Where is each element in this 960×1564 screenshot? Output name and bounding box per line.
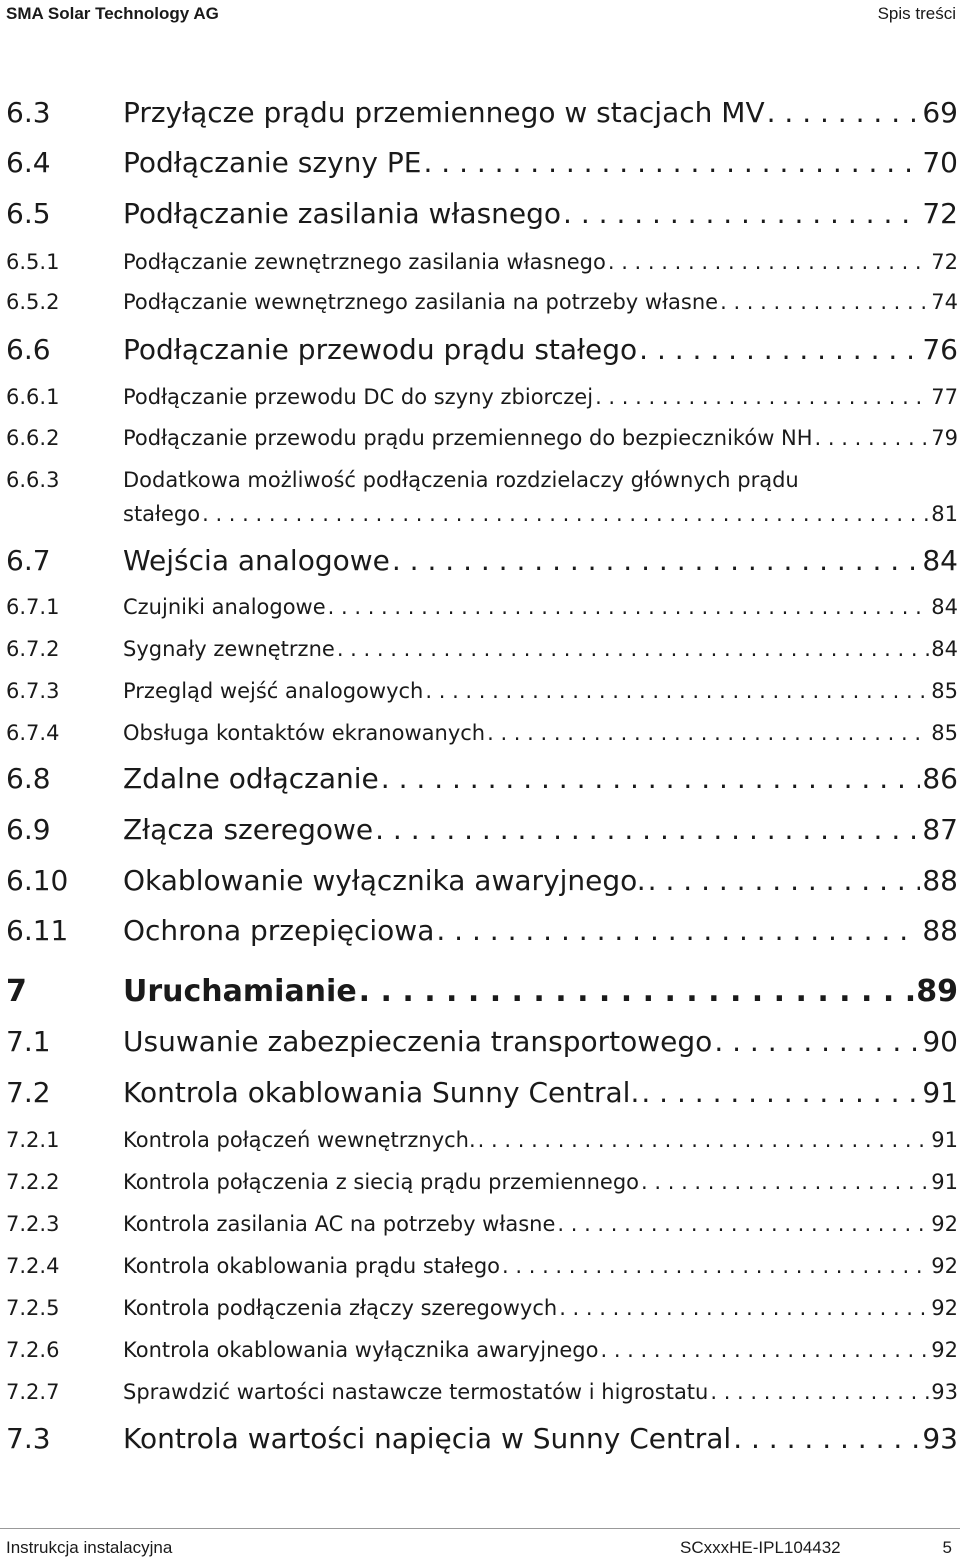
toc-page: 89 (916, 974, 958, 1009)
toc-title: Podłączanie szyny PE (123, 146, 422, 179)
toc-title: Czujniki analogowe (123, 595, 326, 619)
toc-number: 6.9 (6, 813, 51, 846)
toc-number: 6.6.1 (6, 385, 60, 409)
toc-number: 6.5.2 (6, 290, 60, 314)
toc-title: Obsługa kontaktów ekranowanych (123, 721, 486, 745)
toc-number: 7 (6, 974, 27, 1009)
leader-dots (639, 333, 920, 366)
toc-number: 7.1 (6, 1025, 51, 1058)
toc-page: 84 (931, 637, 958, 661)
toc-number: 6.7.3 (6, 679, 60, 703)
toc-number: 7.2.1 (6, 1128, 60, 1152)
section-name: Spis treści (877, 4, 956, 23)
toc-title: Wejścia analogowe (123, 544, 390, 577)
toc-number: 6.10 (6, 864, 69, 897)
toc-number: 7.2.5 (6, 1296, 60, 1320)
document-code: SCxxxHE-IPL104432 (680, 1538, 841, 1557)
leader-dots (559, 1296, 929, 1320)
toc-title: Podłączanie zewnętrznego zasilania własnego (123, 250, 606, 274)
toc-title: Podłączanie przewodu prądu stałego (123, 333, 638, 366)
toc-number: 7.2.2 (6, 1170, 60, 1194)
toc-title: Kontrola wartości napięcia w Sunny Central (123, 1422, 732, 1455)
toc-page: 84 (931, 595, 958, 619)
toc-number: 7.2.6 (6, 1338, 60, 1362)
leader-dots (815, 426, 930, 450)
toc-page: 93 (922, 1422, 958, 1455)
toc-number: 6.7.4 (6, 721, 60, 745)
toc-title-continuation: stałego (123, 502, 201, 526)
leader-dots (557, 1212, 929, 1236)
toc-number: 6.7.1 (6, 595, 60, 619)
toc-title: Przyłącze prądu przemiennego w stacjach MV (123, 96, 765, 129)
toc-number: 6.3 (6, 96, 51, 129)
toc-page: 70 (922, 146, 958, 179)
document-type: Instrukcja instalacyjna (6, 1538, 173, 1557)
toc-number: 7.3 (6, 1422, 51, 1455)
leader-dots (202, 502, 929, 526)
leader-dots (436, 914, 920, 947)
toc-title: Dodatkowa możliwość podłączenia rozdzielaczy głównych prądu (123, 468, 799, 492)
toc-number: 7.2.4 (6, 1254, 60, 1278)
toc-number: 6.6.3 (6, 468, 60, 492)
toc-title: Zdalne odłączanie (123, 762, 379, 795)
toc-title: Kontrola podłączenia złączy szeregowych (123, 1296, 558, 1320)
leader-dots (648, 864, 921, 897)
toc-title: Ochrona przepięciowa (123, 914, 435, 947)
toc-page: 91 (931, 1170, 958, 1194)
toc-number: 6.11 (6, 914, 69, 947)
toc-number: 6.5 (6, 197, 51, 230)
toc-title: Podłączanie przewodu prądu przemiennego do bezpieczników NH (123, 426, 813, 450)
page-number: 5 (942, 1538, 952, 1557)
toc-page: 92 (931, 1254, 958, 1278)
toc-title: Kontrola zasilania AC na potrzeby własne (123, 1212, 556, 1236)
leader-dots (502, 1254, 929, 1278)
leader-dots (425, 679, 929, 703)
company-name: SMA Solar Technology AG (6, 4, 219, 23)
toc-title: Usuwanie zabezpieczenia transportowego (123, 1025, 713, 1058)
leader-dots (392, 544, 920, 577)
page-footer (0, 1528, 960, 1564)
toc-number: 7.2.7 (6, 1380, 60, 1404)
leader-dots (359, 974, 915, 1009)
toc-title: Sprawdzić wartości nastawcze termostatów i higrostatu (123, 1380, 709, 1404)
leader-dots (595, 385, 929, 409)
toc-page: 85 (931, 679, 958, 703)
leader-dots (381, 762, 921, 795)
leader-dots (478, 1128, 930, 1152)
toc-page: 85 (931, 721, 958, 745)
leader-dots (375, 813, 920, 846)
leader-dots (337, 637, 929, 661)
toc-title: Podłączanie przewodu DC do szyny zbiorczej (123, 385, 594, 409)
toc-page: 76 (922, 333, 958, 366)
toc-number: 6.7 (6, 544, 51, 577)
toc-title: Kontrola okablowania wyłącznika awaryjnego (123, 1338, 599, 1362)
toc-title: Kontrola okablowania prądu stałego (123, 1254, 501, 1278)
toc-page: 91 (931, 1128, 958, 1152)
toc-title: Kontrola okablowania Sunny Central. (123, 1076, 640, 1109)
toc-title: Kontrola połączeń wewnętrznych. (123, 1128, 476, 1152)
toc-page: 92 (931, 1212, 958, 1236)
toc-title: Podłączanie wewnętrznego zasilania na potrzeby własne (123, 290, 719, 314)
toc-page: 91 (922, 1076, 958, 1109)
leader-dots (600, 1338, 929, 1362)
leader-dots (423, 146, 920, 179)
toc-title: Podłączanie zasilania własnego (123, 197, 562, 230)
toc-page: 74 (931, 290, 958, 314)
toc-number: 6.7.2 (6, 637, 60, 661)
toc-page: 77 (931, 385, 958, 409)
toc-page: 87 (922, 813, 958, 846)
toc-page: 81 (931, 502, 958, 526)
leader-dots (720, 290, 929, 314)
leader-dots (641, 1170, 929, 1194)
toc-page: 92 (931, 1296, 958, 1320)
toc-number: 7.2 (6, 1076, 51, 1109)
toc-page: 86 (922, 762, 958, 795)
toc-page: 88 (922, 864, 958, 897)
leader-dots (487, 721, 929, 745)
leader-dots (767, 96, 921, 129)
toc-page: 79 (931, 426, 958, 450)
toc-title: Przegląd wejść analogowych (123, 679, 424, 703)
leader-dots (710, 1380, 929, 1404)
leader-dots (641, 1076, 920, 1109)
leader-dots (328, 595, 930, 619)
leader-dots (563, 197, 920, 230)
toc-page: 72 (922, 197, 958, 230)
toc-page: 90 (922, 1025, 958, 1058)
leader-dots (608, 250, 929, 274)
toc-title: Okablowanie wyłącznika awaryjnego. (123, 864, 646, 897)
toc-number: 6.5.1 (6, 250, 60, 274)
toc-page: 92 (931, 1338, 958, 1362)
toc-page: 72 (931, 250, 958, 274)
toc-page: 88 (922, 914, 958, 947)
toc-number: 6.8 (6, 762, 51, 795)
page-header (0, 0, 960, 30)
toc-number: 7.2.3 (6, 1212, 60, 1236)
toc-title: Sygnały zewnętrzne (123, 637, 335, 661)
leader-dots (714, 1025, 920, 1058)
toc-title: Złącza szeregowe (123, 813, 374, 846)
toc-page: 93 (931, 1380, 958, 1404)
toc-page: 69 (922, 96, 958, 129)
toc-title: Uruchamianie (123, 974, 357, 1009)
leader-dots (733, 1422, 920, 1455)
footer-divider (0, 1528, 960, 1529)
toc-number: 6.4 (6, 146, 51, 179)
toc-number: 6.6 (6, 333, 51, 366)
toc-title: Kontrola połączenia z siecią prądu przemiennego (123, 1170, 640, 1194)
toc-number: 6.6.2 (6, 426, 60, 450)
toc-page: 84 (922, 544, 958, 577)
